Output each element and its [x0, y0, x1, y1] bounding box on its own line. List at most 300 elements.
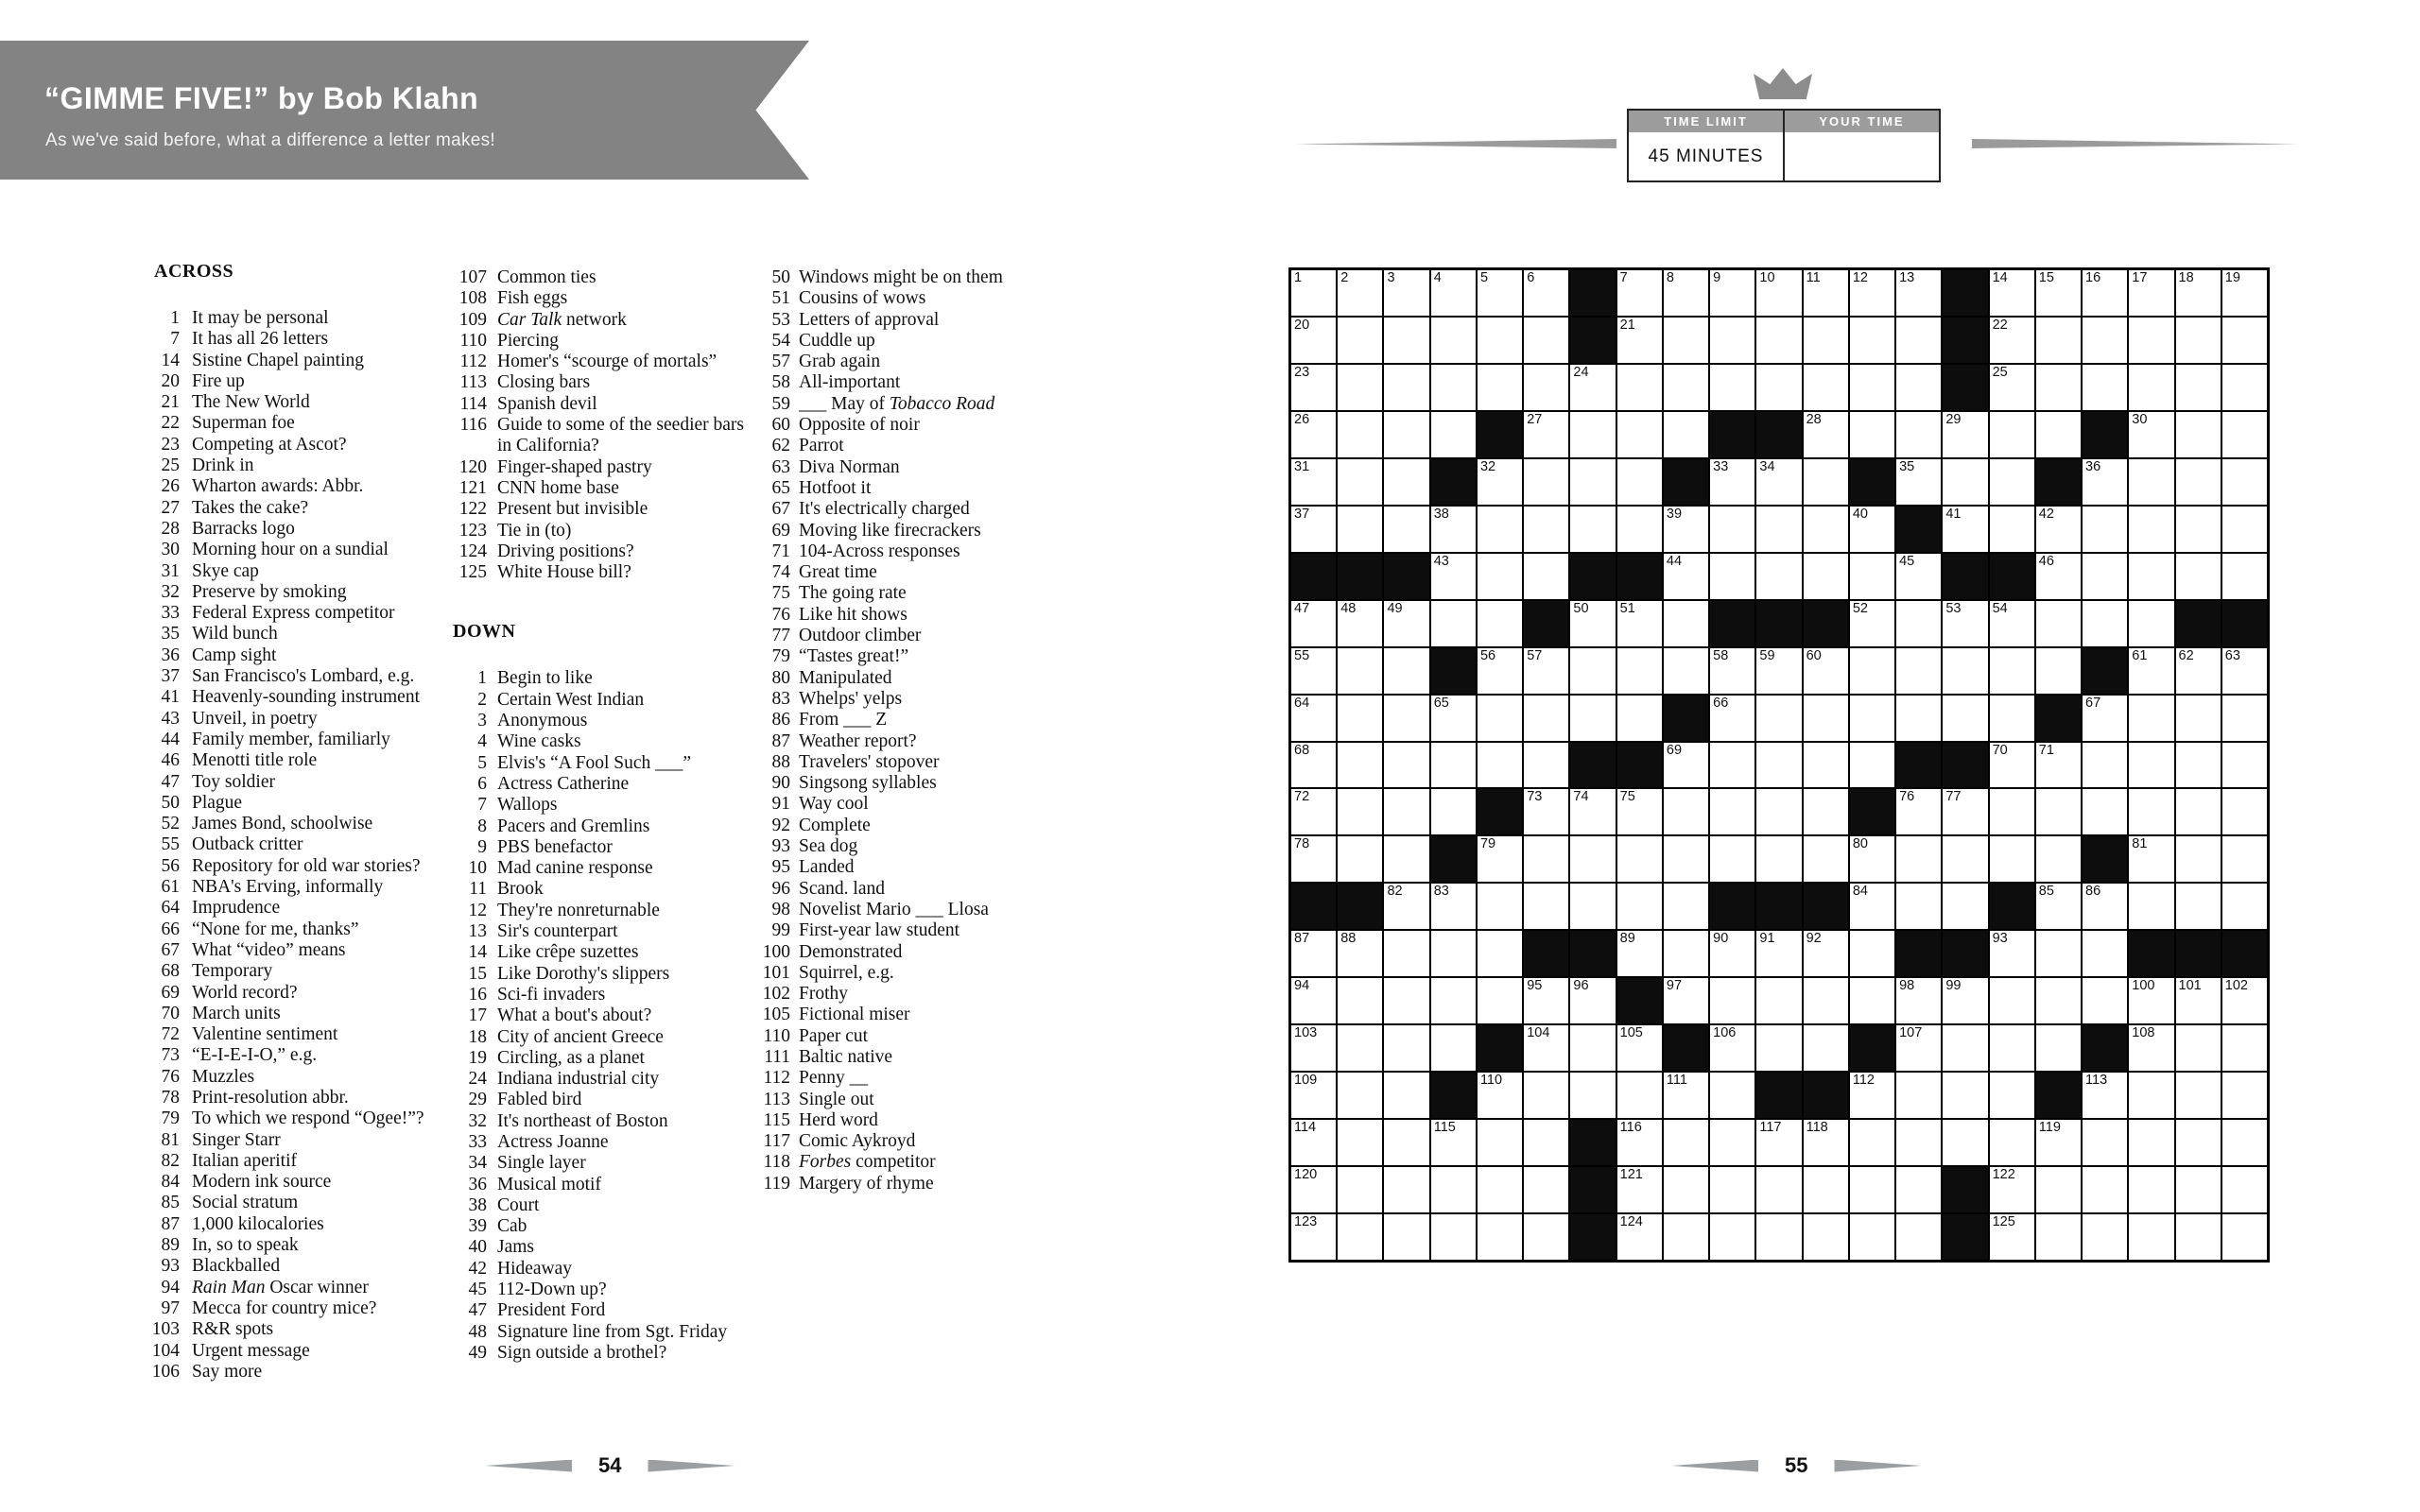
grid-cell[interactable] [1942, 977, 1988, 1024]
grid-cell[interactable] [2128, 1166, 2174, 1213]
grid-cell[interactable] [1755, 317, 1802, 364]
grid-cell[interactable] [1337, 977, 1383, 1024]
grid-cell[interactable] [1803, 411, 1849, 458]
grid-cell[interactable] [1803, 788, 1849, 835]
grid-cell[interactable] [1430, 364, 1477, 411]
grid-cell[interactable] [1569, 506, 1616, 553]
grid-cell[interactable] [1290, 695, 1337, 742]
grid-cell[interactable] [1895, 977, 1942, 1024]
grid-cell[interactable] [1477, 977, 1523, 1024]
grid-cell[interactable] [1755, 506, 1802, 553]
grid-cell[interactable] [1663, 506, 1709, 553]
grid-cell[interactable] [1942, 411, 1988, 458]
grid-cell[interactable] [2221, 317, 2268, 364]
grid-cell[interactable] [1383, 883, 1429, 930]
grid-cell[interactable] [1616, 1024, 1663, 1072]
grid-cell[interactable] [2175, 977, 2221, 1024]
grid-cell[interactable] [1849, 1072, 1895, 1119]
grid-cell[interactable] [2035, 788, 2082, 835]
grid-cell[interactable] [2128, 742, 2174, 789]
grid-cell[interactable] [1709, 835, 1755, 883]
grid-cell[interactable] [1989, 1024, 2035, 1072]
grid-cell[interactable] [1290, 600, 1337, 647]
grid-cell[interactable] [1477, 506, 1523, 553]
grid-cell[interactable] [1849, 269, 1895, 317]
grid-cell[interactable] [1523, 1072, 1569, 1119]
grid-cell[interactable] [1383, 1213, 1429, 1261]
grid-cell[interactable] [2082, 1119, 2128, 1166]
grid-cell[interactable] [1895, 835, 1942, 883]
grid-cell[interactable] [1989, 788, 2035, 835]
grid-cell[interactable] [1430, 1213, 1477, 1261]
grid-cell[interactable] [1383, 1024, 1429, 1072]
grid-cell[interactable] [1430, 553, 1477, 600]
grid-cell[interactable] [1849, 411, 1895, 458]
grid-cell[interactable] [1709, 1119, 1755, 1166]
grid-cell[interactable] [1616, 930, 1663, 977]
grid-cell[interactable] [1849, 835, 1895, 883]
grid-cell[interactable] [1942, 788, 1988, 835]
grid-cell[interactable] [2175, 458, 2221, 506]
grid-cell[interactable] [2082, 269, 2128, 317]
grid-cell[interactable] [1523, 742, 1569, 789]
grid-cell[interactable] [2128, 506, 2174, 553]
grid-cell[interactable] [1803, 317, 1849, 364]
grid-cell[interactable] [2128, 411, 2174, 458]
grid-cell[interactable] [1895, 1166, 1942, 1213]
grid-cell[interactable] [2221, 788, 2268, 835]
grid-cell[interactable] [1337, 269, 1383, 317]
grid-cell[interactable] [1383, 835, 1429, 883]
grid-cell[interactable] [1989, 930, 2035, 977]
grid-cell[interactable] [1523, 977, 1569, 1024]
grid-cell[interactable] [1755, 458, 1802, 506]
grid-cell[interactable] [2035, 364, 2082, 411]
grid-cell[interactable] [2082, 1166, 2128, 1213]
grid-cell[interactable] [1709, 788, 1755, 835]
grid-cell[interactable] [1569, 458, 1616, 506]
grid-cell[interactable] [1616, 506, 1663, 553]
grid-cell[interactable] [1942, 883, 1988, 930]
grid-cell[interactable] [1989, 600, 2035, 647]
grid-cell[interactable] [1523, 458, 1569, 506]
grid-cell[interactable] [1383, 930, 1429, 977]
grid-cell[interactable] [1989, 506, 2035, 553]
grid-cell[interactable] [1616, 1119, 1663, 1166]
grid-cell[interactable] [1895, 1213, 1942, 1261]
grid-cell[interactable] [1523, 647, 1569, 695]
grid-cell[interactable] [1989, 317, 2035, 364]
grid-cell[interactable] [2035, 1166, 2082, 1213]
grid-cell[interactable] [1895, 1119, 1942, 1166]
grid-cell[interactable] [1383, 600, 1429, 647]
grid-cell[interactable] [1895, 269, 1942, 317]
grid-cell[interactable] [1709, 1024, 1755, 1072]
grid-cell[interactable] [1290, 742, 1337, 789]
grid-cell[interactable] [1337, 1166, 1383, 1213]
grid-cell[interactable] [1895, 600, 1942, 647]
grid-cell[interactable] [1430, 695, 1477, 742]
grid-cell[interactable] [1989, 835, 2035, 883]
grid-cell[interactable] [1849, 1119, 1895, 1166]
grid-cell[interactable] [1430, 600, 1477, 647]
grid-cell[interactable] [1569, 977, 1616, 1024]
grid-cell[interactable] [2082, 695, 2128, 742]
grid-cell[interactable] [1477, 600, 1523, 647]
grid-cell[interactable] [1989, 695, 2035, 742]
grid-cell[interactable] [1383, 1166, 1429, 1213]
grid-cell[interactable] [1709, 1213, 1755, 1261]
grid-cell[interactable] [1430, 883, 1477, 930]
grid-cell[interactable] [1849, 883, 1895, 930]
grid-cell[interactable] [1849, 647, 1895, 695]
grid-cell[interactable] [1477, 742, 1523, 789]
grid-cell[interactable] [1849, 695, 1895, 742]
grid-cell[interactable] [1337, 506, 1383, 553]
grid-cell[interactable] [1989, 1213, 2035, 1261]
grid-cell[interactable] [1849, 742, 1895, 789]
grid-cell[interactable] [1803, 553, 1849, 600]
grid-cell[interactable] [1477, 458, 1523, 506]
grid-cell[interactable] [1430, 977, 1477, 1024]
grid-cell[interactable] [2221, 458, 2268, 506]
grid-cell[interactable] [1477, 1166, 1523, 1213]
grid-cell[interactable] [1383, 742, 1429, 789]
grid-cell[interactable] [1290, 317, 1337, 364]
grid-cell[interactable] [1663, 788, 1709, 835]
grid-cell[interactable] [2175, 506, 2221, 553]
grid-cell[interactable] [1755, 553, 1802, 600]
grid-cell[interactable] [2175, 695, 2221, 742]
grid-cell[interactable] [1430, 269, 1477, 317]
grid-cell[interactable] [1663, 1213, 1709, 1261]
grid-cell[interactable] [1477, 1119, 1523, 1166]
grid-cell[interactable] [1477, 647, 1523, 695]
grid-cell[interactable] [2175, 1024, 2221, 1072]
grid-cell[interactable] [1523, 553, 1569, 600]
grid-cell[interactable] [1477, 1213, 1523, 1261]
grid-cell[interactable] [1989, 742, 2035, 789]
grid-cell[interactable] [2221, 506, 2268, 553]
grid-cell[interactable] [1290, 835, 1337, 883]
grid-cell[interactable] [2175, 1072, 2221, 1119]
grid-cell[interactable] [1290, 1024, 1337, 1072]
grid-cell[interactable] [2175, 835, 2221, 883]
grid-cell[interactable] [1383, 695, 1429, 742]
grid-cell[interactable] [1523, 269, 1569, 317]
grid-cell[interactable] [1523, 1119, 1569, 1166]
grid-cell[interactable] [1755, 930, 1802, 977]
grid-cell[interactable] [2035, 835, 2082, 883]
grid-cell[interactable] [1803, 458, 1849, 506]
grid-cell[interactable] [1709, 695, 1755, 742]
grid-cell[interactable] [1383, 1119, 1429, 1166]
grid-cell[interactable] [2035, 600, 2082, 647]
grid-cell[interactable] [2221, 1072, 2268, 1119]
grid-cell[interactable] [1942, 695, 1988, 742]
grid-cell[interactable] [1895, 553, 1942, 600]
grid-cell[interactable] [1477, 695, 1523, 742]
grid-cell[interactable] [1989, 1166, 2035, 1213]
grid-cell[interactable] [2221, 269, 2268, 317]
grid-cell[interactable] [2035, 977, 2082, 1024]
grid-cell[interactable] [1755, 1024, 1802, 1072]
grid-cell[interactable] [2175, 1213, 2221, 1261]
grid-cell[interactable] [1663, 742, 1709, 789]
grid-cell[interactable] [2128, 883, 2174, 930]
grid-cell[interactable] [1383, 647, 1429, 695]
grid-cell[interactable] [1477, 835, 1523, 883]
grid-cell[interactable] [1849, 977, 1895, 1024]
grid-cell[interactable] [2128, 269, 2174, 317]
grid-cell[interactable] [1755, 695, 1802, 742]
grid-cell[interactable] [1523, 1166, 1569, 1213]
grid-cell[interactable] [1569, 1072, 1616, 1119]
your-time-value[interactable] [1785, 132, 1939, 180]
grid-cell[interactable] [1663, 883, 1709, 930]
grid-cell[interactable] [1803, 1024, 1849, 1072]
grid-cell[interactable] [2082, 364, 2128, 411]
grid-cell[interactable] [1337, 364, 1383, 411]
grid-cell[interactable] [2035, 269, 2082, 317]
grid-cell[interactable] [1709, 977, 1755, 1024]
grid-cell[interactable] [1477, 269, 1523, 317]
grid-cell[interactable] [2082, 1072, 2128, 1119]
grid-cell[interactable] [2128, 1072, 2174, 1119]
grid-cell[interactable] [2175, 317, 2221, 364]
grid-cell[interactable] [1709, 458, 1755, 506]
grid-cell[interactable] [1430, 930, 1477, 977]
grid-cell[interactable] [1663, 600, 1709, 647]
grid-cell[interactable] [1663, 317, 1709, 364]
grid-cell[interactable] [1849, 506, 1895, 553]
grid-cell[interactable] [1337, 317, 1383, 364]
grid-cell[interactable] [1477, 930, 1523, 977]
grid-cell[interactable] [1803, 364, 1849, 411]
grid-cell[interactable] [1709, 553, 1755, 600]
grid-cell[interactable] [1290, 1119, 1337, 1166]
grid-cell[interactable] [1290, 1213, 1337, 1261]
grid-cell[interactable] [2082, 977, 2128, 1024]
grid-cell[interactable] [2221, 1119, 2268, 1166]
grid-cell[interactable] [2035, 1213, 2082, 1261]
grid-cell[interactable] [1709, 317, 1755, 364]
grid-cell[interactable] [1477, 883, 1523, 930]
grid-cell[interactable] [2082, 600, 2128, 647]
grid-cell[interactable] [2128, 1119, 2174, 1166]
grid-cell[interactable] [1383, 411, 1429, 458]
grid-cell[interactable] [1755, 1119, 1802, 1166]
grid-cell[interactable] [1803, 977, 1849, 1024]
grid-cell[interactable] [2128, 458, 2174, 506]
grid-cell[interactable] [2221, 1024, 2268, 1072]
grid-cell[interactable] [2221, 835, 2268, 883]
grid-cell[interactable] [1290, 977, 1337, 1024]
grid-cell[interactable] [2128, 553, 2174, 600]
grid-cell[interactable] [1895, 458, 1942, 506]
grid-cell[interactable] [1523, 788, 1569, 835]
grid-cell[interactable] [2221, 977, 2268, 1024]
grid-cell[interactable] [2175, 364, 2221, 411]
grid-cell[interactable] [1383, 364, 1429, 411]
grid-cell[interactable] [1616, 364, 1663, 411]
grid-cell[interactable] [1942, 835, 1988, 883]
grid-cell[interactable] [1663, 553, 1709, 600]
grid-cell[interactable] [1989, 411, 2035, 458]
grid-cell[interactable] [1942, 1072, 1988, 1119]
grid-cell[interactable] [1989, 647, 2035, 695]
grid-cell[interactable] [1895, 647, 1942, 695]
grid-cell[interactable] [2082, 742, 2128, 789]
grid-cell[interactable] [2035, 647, 2082, 695]
grid-cell[interactable] [2035, 1119, 2082, 1166]
grid-cell[interactable] [1616, 317, 1663, 364]
grid-cell[interactable] [1337, 1119, 1383, 1166]
grid-cell[interactable] [1849, 1166, 1895, 1213]
grid-cell[interactable] [2175, 1166, 2221, 1213]
grid-cell[interactable] [1569, 647, 1616, 695]
grid-cell[interactable] [1755, 835, 1802, 883]
grid-cell[interactable] [2082, 553, 2128, 600]
grid-cell[interactable] [1803, 506, 1849, 553]
grid-cell[interactable] [2128, 1213, 2174, 1261]
grid-cell[interactable] [2035, 930, 2082, 977]
grid-cell[interactable] [1430, 788, 1477, 835]
grid-cell[interactable] [2082, 458, 2128, 506]
grid-cell[interactable] [1616, 835, 1663, 883]
grid-cell[interactable] [1616, 788, 1663, 835]
grid-cell[interactable] [1803, 742, 1849, 789]
grid-cell[interactable] [2128, 317, 2174, 364]
grid-cell[interactable] [1523, 883, 1569, 930]
grid-cell[interactable] [1523, 835, 1569, 883]
grid-cell[interactable] [1290, 930, 1337, 977]
grid-cell[interactable] [2175, 553, 2221, 600]
grid-cell[interactable] [1569, 600, 1616, 647]
grid-cell[interactable] [1290, 1166, 1337, 1213]
grid-cell[interactable] [1430, 1119, 1477, 1166]
grid-cell[interactable] [1523, 317, 1569, 364]
grid-cell[interactable] [2082, 788, 2128, 835]
grid-cell[interactable] [1942, 647, 1988, 695]
grid-cell[interactable] [1477, 364, 1523, 411]
grid-cell[interactable] [1337, 788, 1383, 835]
grid-cell[interactable] [1895, 695, 1942, 742]
grid-cell[interactable] [1989, 977, 2035, 1024]
grid-cell[interactable] [1569, 364, 1616, 411]
grid-cell[interactable] [1290, 411, 1337, 458]
grid-cell[interactable] [1942, 458, 1988, 506]
grid-cell[interactable] [1663, 835, 1709, 883]
grid-cell[interactable] [1709, 506, 1755, 553]
grid-cell[interactable] [1383, 977, 1429, 1024]
grid-cell[interactable] [1616, 458, 1663, 506]
grid-cell[interactable] [1616, 1213, 1663, 1261]
grid-cell[interactable] [1383, 458, 1429, 506]
grid-cell[interactable] [2221, 647, 2268, 695]
grid-cell[interactable] [2175, 1119, 2221, 1166]
grid-cell[interactable] [1895, 1072, 1942, 1119]
grid-cell[interactable] [1290, 647, 1337, 695]
grid-cell[interactable] [1755, 1166, 1802, 1213]
grid-cell[interactable] [1616, 883, 1663, 930]
grid-cell[interactable] [2221, 411, 2268, 458]
grid-cell[interactable] [1616, 411, 1663, 458]
grid-cell[interactable] [1337, 742, 1383, 789]
grid-cell[interactable] [1895, 1024, 1942, 1072]
grid-cell[interactable] [1616, 600, 1663, 647]
grid-cell[interactable] [1337, 647, 1383, 695]
grid-cell[interactable] [1523, 411, 1569, 458]
grid-cell[interactable] [2175, 269, 2221, 317]
grid-cell[interactable] [1755, 742, 1802, 789]
grid-cell[interactable] [2128, 835, 2174, 883]
grid-cell[interactable] [1849, 930, 1895, 977]
grid-cell[interactable] [1755, 269, 1802, 317]
grid-cell[interactable] [1430, 317, 1477, 364]
grid-cell[interactable] [1337, 600, 1383, 647]
grid-cell[interactable] [1383, 506, 1429, 553]
grid-cell[interactable] [1337, 411, 1383, 458]
grid-cell[interactable] [1523, 364, 1569, 411]
grid-cell[interactable] [1942, 1024, 1988, 1072]
grid-cell[interactable] [2221, 742, 2268, 789]
grid-cell[interactable] [1895, 788, 1942, 835]
grid-cell[interactable] [1663, 930, 1709, 977]
grid-cell[interactable] [1383, 317, 1429, 364]
grid-cell[interactable] [1755, 788, 1802, 835]
grid-cell[interactable] [1616, 1072, 1663, 1119]
grid-cell[interactable] [2082, 506, 2128, 553]
grid-cell[interactable] [1477, 1072, 1523, 1119]
grid-cell[interactable] [2175, 883, 2221, 930]
grid-cell[interactable] [1895, 411, 1942, 458]
grid-cell[interactable] [1663, 1072, 1709, 1119]
grid-cell[interactable] [1709, 742, 1755, 789]
grid-cell[interactable] [1755, 1213, 1802, 1261]
grid-cell[interactable] [1290, 506, 1337, 553]
grid-cell[interactable] [2221, 553, 2268, 600]
grid-cell[interactable] [1523, 695, 1569, 742]
grid-cell[interactable] [1803, 1166, 1849, 1213]
grid-cell[interactable] [2035, 883, 2082, 930]
grid-cell[interactable] [1663, 977, 1709, 1024]
grid-cell[interactable] [1755, 977, 1802, 1024]
grid-cell[interactable] [1989, 364, 2035, 411]
grid-cell[interactable] [1337, 930, 1383, 977]
grid-cell[interactable] [2175, 788, 2221, 835]
grid-cell[interactable] [1989, 1072, 2035, 1119]
grid-cell[interactable] [2128, 647, 2174, 695]
grid-cell[interactable] [2221, 364, 2268, 411]
grid-cell[interactable] [2035, 506, 2082, 553]
grid-cell[interactable] [2082, 1213, 2128, 1261]
grid-cell[interactable] [1616, 647, 1663, 695]
grid-cell[interactable] [2221, 883, 2268, 930]
grid-cell[interactable] [2221, 695, 2268, 742]
grid-cell[interactable] [1337, 458, 1383, 506]
grid-cell[interactable] [2035, 553, 2082, 600]
grid-cell[interactable] [2128, 977, 2174, 1024]
grid-cell[interactable] [1616, 695, 1663, 742]
grid-cell[interactable] [1755, 364, 1802, 411]
grid-cell[interactable] [2175, 647, 2221, 695]
grid-cell[interactable] [1337, 1024, 1383, 1072]
grid-cell[interactable] [1989, 269, 2035, 317]
grid-cell[interactable] [1849, 364, 1895, 411]
grid-cell[interactable] [1849, 553, 1895, 600]
grid-cell[interactable] [1942, 1119, 1988, 1166]
